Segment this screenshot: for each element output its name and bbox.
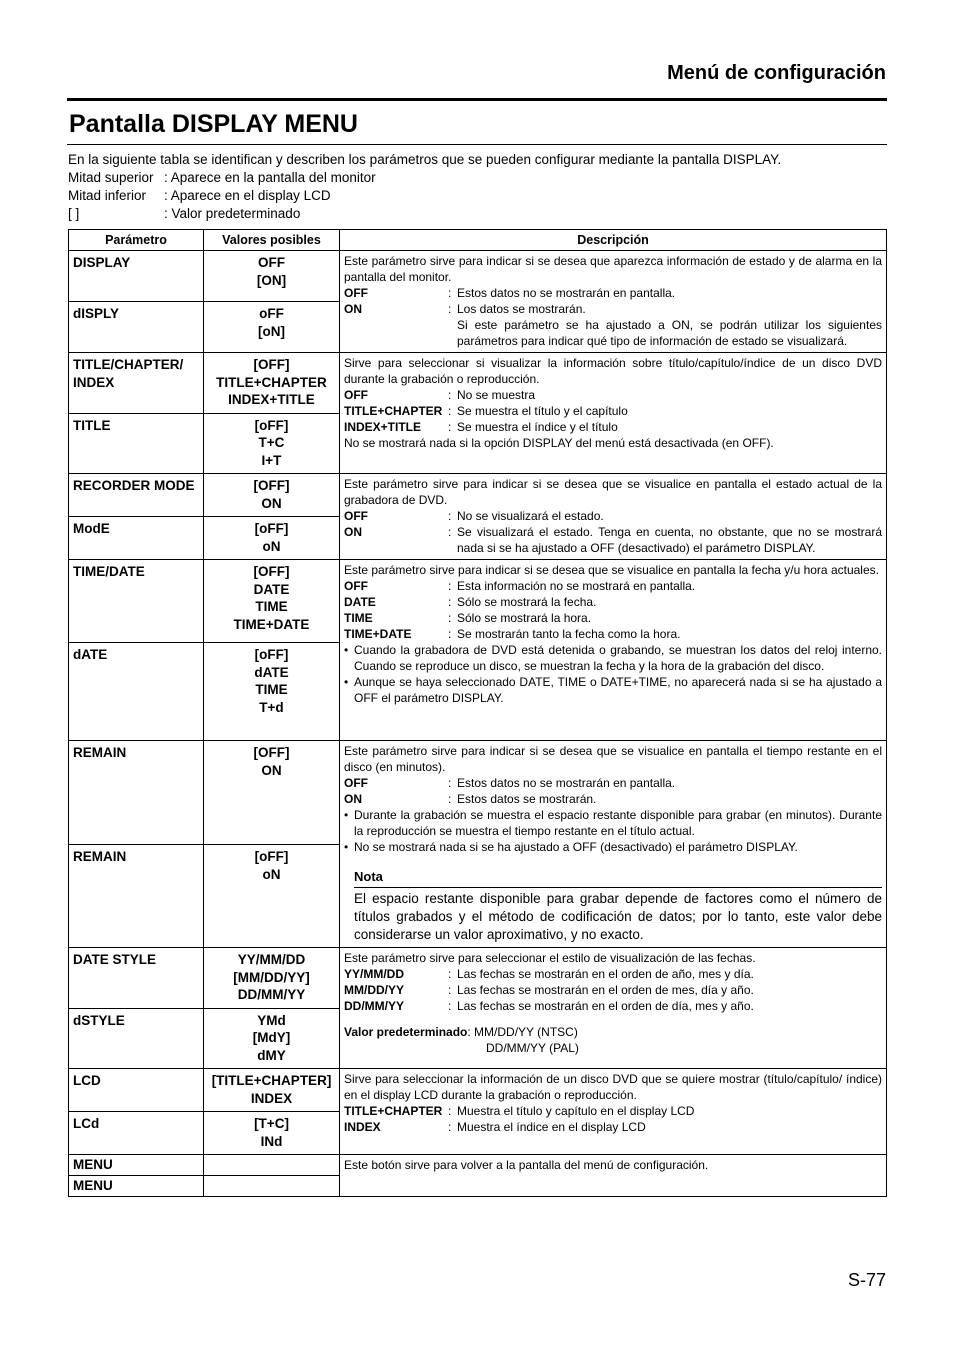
values-cell: oFF [oN] bbox=[204, 302, 340, 353]
param-cell: REMAIN bbox=[69, 741, 204, 845]
values-cell: [T+C] INd bbox=[204, 1112, 340, 1155]
param-cell: DATE STYLE bbox=[69, 948, 204, 1009]
intro-line: En la siguiente tabla se identifican y describen los parámetros que se pueden configurar mediante la pantalla DISPLAY. bbox=[68, 152, 782, 167]
values-cell: [OFF] ON bbox=[204, 741, 340, 845]
top-rule bbox=[67, 98, 887, 101]
values-cell: [OFF] TITLE+CHAPTER INDEX+TITLE bbox=[204, 353, 340, 414]
values-cell: [oFF] T+C I+T bbox=[204, 413, 340, 474]
param-cell: ModE bbox=[69, 517, 204, 560]
param-cell: TITLE bbox=[69, 413, 204, 474]
values-cell: [OFF] DATE TIME TIME+DATE bbox=[204, 560, 340, 643]
table-row bbox=[69, 948, 887, 1009]
values-cell: [oFF] dATE TIME T+d bbox=[204, 643, 340, 741]
param-cell: dATE bbox=[69, 643, 204, 741]
table-row bbox=[69, 251, 887, 302]
desc-cell: Este parámetro sirve para indicar si se desea que aparezca información de estado y de alarma en la pantalla del monitor. OFF : Estos datos no se mostrarán en pantalla. ON : Los datos se mostrarán. Si este parámetro se ha ajustado a ON, se podrán utilizar los siguientes parámetros para indicar qué tipo de información de estado se visualizará. bbox=[340, 251, 887, 353]
header-desc: Descripción bbox=[340, 230, 887, 251]
note-text: El espacio restante disponible para grabar depende de factores como el número de títulos grabados y el método de codificación de datos; por lo tanto, este valor debe considerarse un valor aproximativo, y no exacto. bbox=[354, 891, 882, 942]
table-header bbox=[69, 230, 887, 251]
values-cell bbox=[204, 1176, 340, 1197]
table-row bbox=[69, 1155, 887, 1176]
param-cell: LCD bbox=[69, 1069, 204, 1112]
table-row bbox=[69, 741, 887, 845]
title-rule bbox=[67, 144, 887, 145]
param-cell: TITLE/CHAPTER/ INDEX bbox=[69, 353, 204, 414]
desc-cell: Este parámetro sirve para seleccionar el estilo de visualización de las fechas. YY/MM/DD : Las fechas se mostrarán en el orden de año, mes y día. MM/DD/YY : Las fechas se mostrarán en el orden de mes, día y año. DD/MM/YY : Las fechas se mostrarán en el orden de día, mes y año. Valor predeterminado: MM/DD/YY (NTSC) DD/MM/YY (PAL) bbox=[340, 948, 887, 1069]
values-cell: [oFF] oN bbox=[204, 845, 340, 948]
desc-cell: Este botón sirve para volver a la pantalla del menú de configuración. bbox=[340, 1155, 887, 1197]
note-box bbox=[354, 869, 882, 944]
table-row bbox=[69, 474, 887, 517]
param-cell: REMAIN bbox=[69, 845, 204, 948]
section-title: Menú de configuración bbox=[667, 62, 886, 84]
values-cell: [TITLE+CHAPTER] INDEX bbox=[204, 1069, 340, 1112]
intro bbox=[68, 151, 888, 223]
desc-cell: Este parámetro sirve para indicar si se desea que se visualice en pantalla el tiempo restante en el disco (en minutos). OFF : Estos datos no se mostrarán en pantalla. ON : Estos datos se mostrarán. • Durante la grabación se muestra el espacio restante disponible para grabar (en minutos). Durante la reproducción se muestra el tiempo restante en el título actual. • No se mostrará nada si se ha ajustado a OFF (desactivado) el parámetro DISPLAY. Nota El espacio restante disponible para grabar depende de factores como el número de títulos grabados y el método de codificación de datos; por lo tanto, este valor debe considerarse un valor aproximativo, y no exacto. bbox=[340, 741, 887, 948]
legend-item: Mitad superior : Aparece en la pantalla del monitor bbox=[68, 170, 376, 185]
param-cell: DISPLAY bbox=[69, 251, 204, 302]
page-number: S-77 bbox=[847, 1270, 886, 1290]
desc-cell: Este parámetro sirve para indicar si se desea que se visualice en pantalla el estado actual de la grabadora de DVD. OFF : No se visualizará el estado. ON : Se visualizará el estado. Tenga en cuenta, no obstante, que no se mostrará nada si se ha ajustado a OFF (desactivado) el parámetro DISPLAY. bbox=[340, 474, 887, 560]
parameter-table bbox=[68, 229, 887, 1197]
values-cell: OFF [ON] bbox=[204, 251, 340, 302]
desc-cell: Sirve para seleccionar la información de un disco DVD que se quiere mostrar (título/capítulo/ índice) en el display LCD durante la grabación o reproducción. TITLE+CHAPTER : Muestra el título y capítulo en el display LCD INDEX : Muestra el índice en el display LCD bbox=[340, 1069, 887, 1155]
header-values: Valores posibles bbox=[204, 230, 340, 251]
param-cell: RECORDER MODE bbox=[69, 474, 204, 517]
page-title: Pantalla DISPLAY MENU bbox=[69, 110, 358, 138]
table-row bbox=[69, 560, 887, 643]
legend-item: Mitad inferior : Aparece en el display LCD bbox=[68, 188, 331, 203]
header-param: Parámetro bbox=[69, 230, 204, 251]
default-value: Valor predeterminado: MM/DD/YY (NTSC) bbox=[344, 1025, 578, 1039]
table-row bbox=[69, 1069, 887, 1112]
note-heading: Nota bbox=[354, 869, 882, 888]
values-cell bbox=[204, 1155, 340, 1176]
values-cell: [oFF] oN bbox=[204, 517, 340, 560]
param-cell: MENU bbox=[69, 1176, 204, 1197]
param-cell: TIME/DATE bbox=[69, 560, 204, 643]
values-cell: YY/MM/DD [MM/DD/YY] DD/MM/YY bbox=[204, 948, 340, 1009]
param-cell: MENU bbox=[69, 1155, 204, 1176]
param-cell: LCd bbox=[69, 1112, 204, 1155]
values-cell: YMd [MdY] dMY bbox=[204, 1008, 340, 1069]
param-cell: dSTYLE bbox=[69, 1008, 204, 1069]
param-cell: dISPLY bbox=[69, 302, 204, 353]
desc-cell: Sirve para seleccionar si visualizar la información sobre título/capítulo/índice de un disco DVD durante la grabación o reproducción. OFF : No se muestra TITLE+CHAPTER : Se muestra el título y el capítulo INDEX+TITLE : Se muestra el índice y el título No se mostrará nada si la opción DISPLAY del menú está desactivada (en OFF). bbox=[340, 353, 887, 474]
desc-cell: Este parámetro sirve para indicar si se desea que se visualice en pantalla la fecha y/u hora actuales. OFF : Esta información no se mostrará en pantalla. DATE : Sólo se mostrará la fecha. TIME : Sólo se mostrará la hora. TIME+DATE : Se mostrarán tanto la fecha como la hora. • Cuando la grabadora de DVD está detenida o grabando, se muestran los datos del reloj interno. Cuando se reproduce un disco, se muestran la fecha y la hora de la grabación del disco. • Aunque se haya seleccionado DATE, TIME o DATE+TIME, no aparecerá nada si se ha ajustado a OFF el parámetro DISPLAY. bbox=[340, 560, 887, 741]
legend-item: [ ] : Valor predeterminado bbox=[68, 206, 301, 221]
table-row bbox=[69, 353, 887, 414]
values-cell: [OFF] ON bbox=[204, 474, 340, 517]
